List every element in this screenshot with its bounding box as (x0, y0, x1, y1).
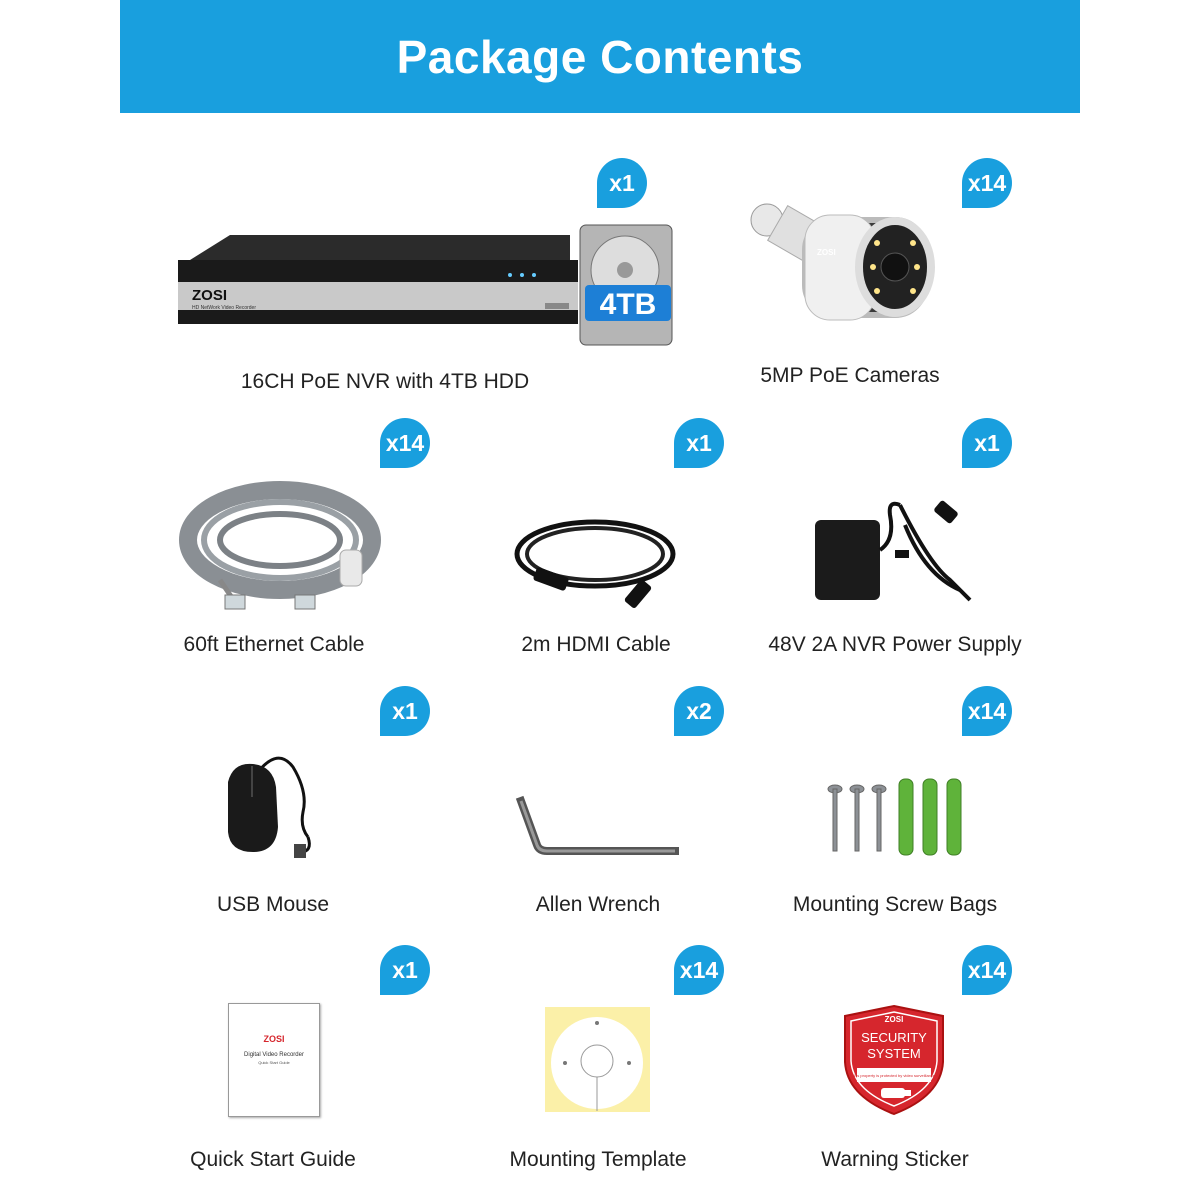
quantity-badge: x14 (962, 945, 1012, 995)
item-label: 2m HDMI Cable (521, 633, 671, 656)
sticker-line2: SYSTEM (867, 1046, 921, 1061)
page-header (120, 0, 1080, 113)
guide-brand: ZOSI (263, 1034, 285, 1044)
quantity-badge: x14 (674, 945, 724, 995)
guide-title: Digital Video Recorder (244, 1052, 304, 1058)
quantity-badge: x14 (962, 158, 1012, 208)
nvr-model: HD NetWork Video Recorder (192, 305, 257, 311)
allen-wrench-icon (515, 795, 680, 860)
camera-brand: ZOSI (817, 248, 836, 257)
hdd-capacity: 4TB (599, 288, 657, 321)
quantity-badge: x14 (380, 418, 430, 468)
guide-subtitle: Quick Start Guide (258, 1060, 290, 1065)
item-label: Allen Wrench (535, 893, 661, 916)
sticker-brand: ZOSI (884, 1015, 904, 1024)
power-supply-icon (810, 495, 980, 610)
screws-icon (825, 775, 975, 860)
item-label: USB Mouse (216, 893, 330, 916)
hdmi-cable-icon (512, 512, 682, 612)
quantity-badge: x2 (674, 686, 724, 736)
guide-icon (228, 1003, 320, 1117)
sticker-icon (843, 1004, 945, 1116)
ethernet-cable-icon (180, 480, 380, 615)
page-title: Package Contents (396, 30, 804, 83)
item-label: Mounting Template (509, 1148, 687, 1171)
item-label: Warning Sticker (821, 1148, 969, 1171)
item-label: Quick Start Guide (190, 1148, 356, 1171)
quantity-badge: x14 (962, 686, 1012, 736)
quantity-badge: x1 (380, 686, 430, 736)
item-label: 48V 2A NVR Power Supply (768, 633, 1022, 656)
quantity-badge: x1 (962, 418, 1012, 468)
camera-icon (745, 195, 945, 345)
template-icon (545, 1007, 650, 1112)
mouse-icon (218, 752, 328, 862)
nvr-brand: ZOSI (192, 287, 228, 304)
item-label: Mounting Screw Bags (792, 893, 998, 916)
item-label: 5MP PoE Cameras (760, 364, 940, 387)
sticker-notice: This property is protected by video surveillance. (851, 1073, 937, 1078)
quantity-badge: x1 (597, 158, 647, 208)
sticker-line1: SECURITY (861, 1030, 927, 1045)
quantity-badge: x1 (380, 945, 430, 995)
item-label: 16CH PoE NVR with 4TB HDD (240, 370, 530, 393)
item-label: 60ft Ethernet Cable (183, 633, 365, 656)
nvr-icon (170, 215, 690, 355)
quantity-badge: x1 (674, 418, 724, 468)
